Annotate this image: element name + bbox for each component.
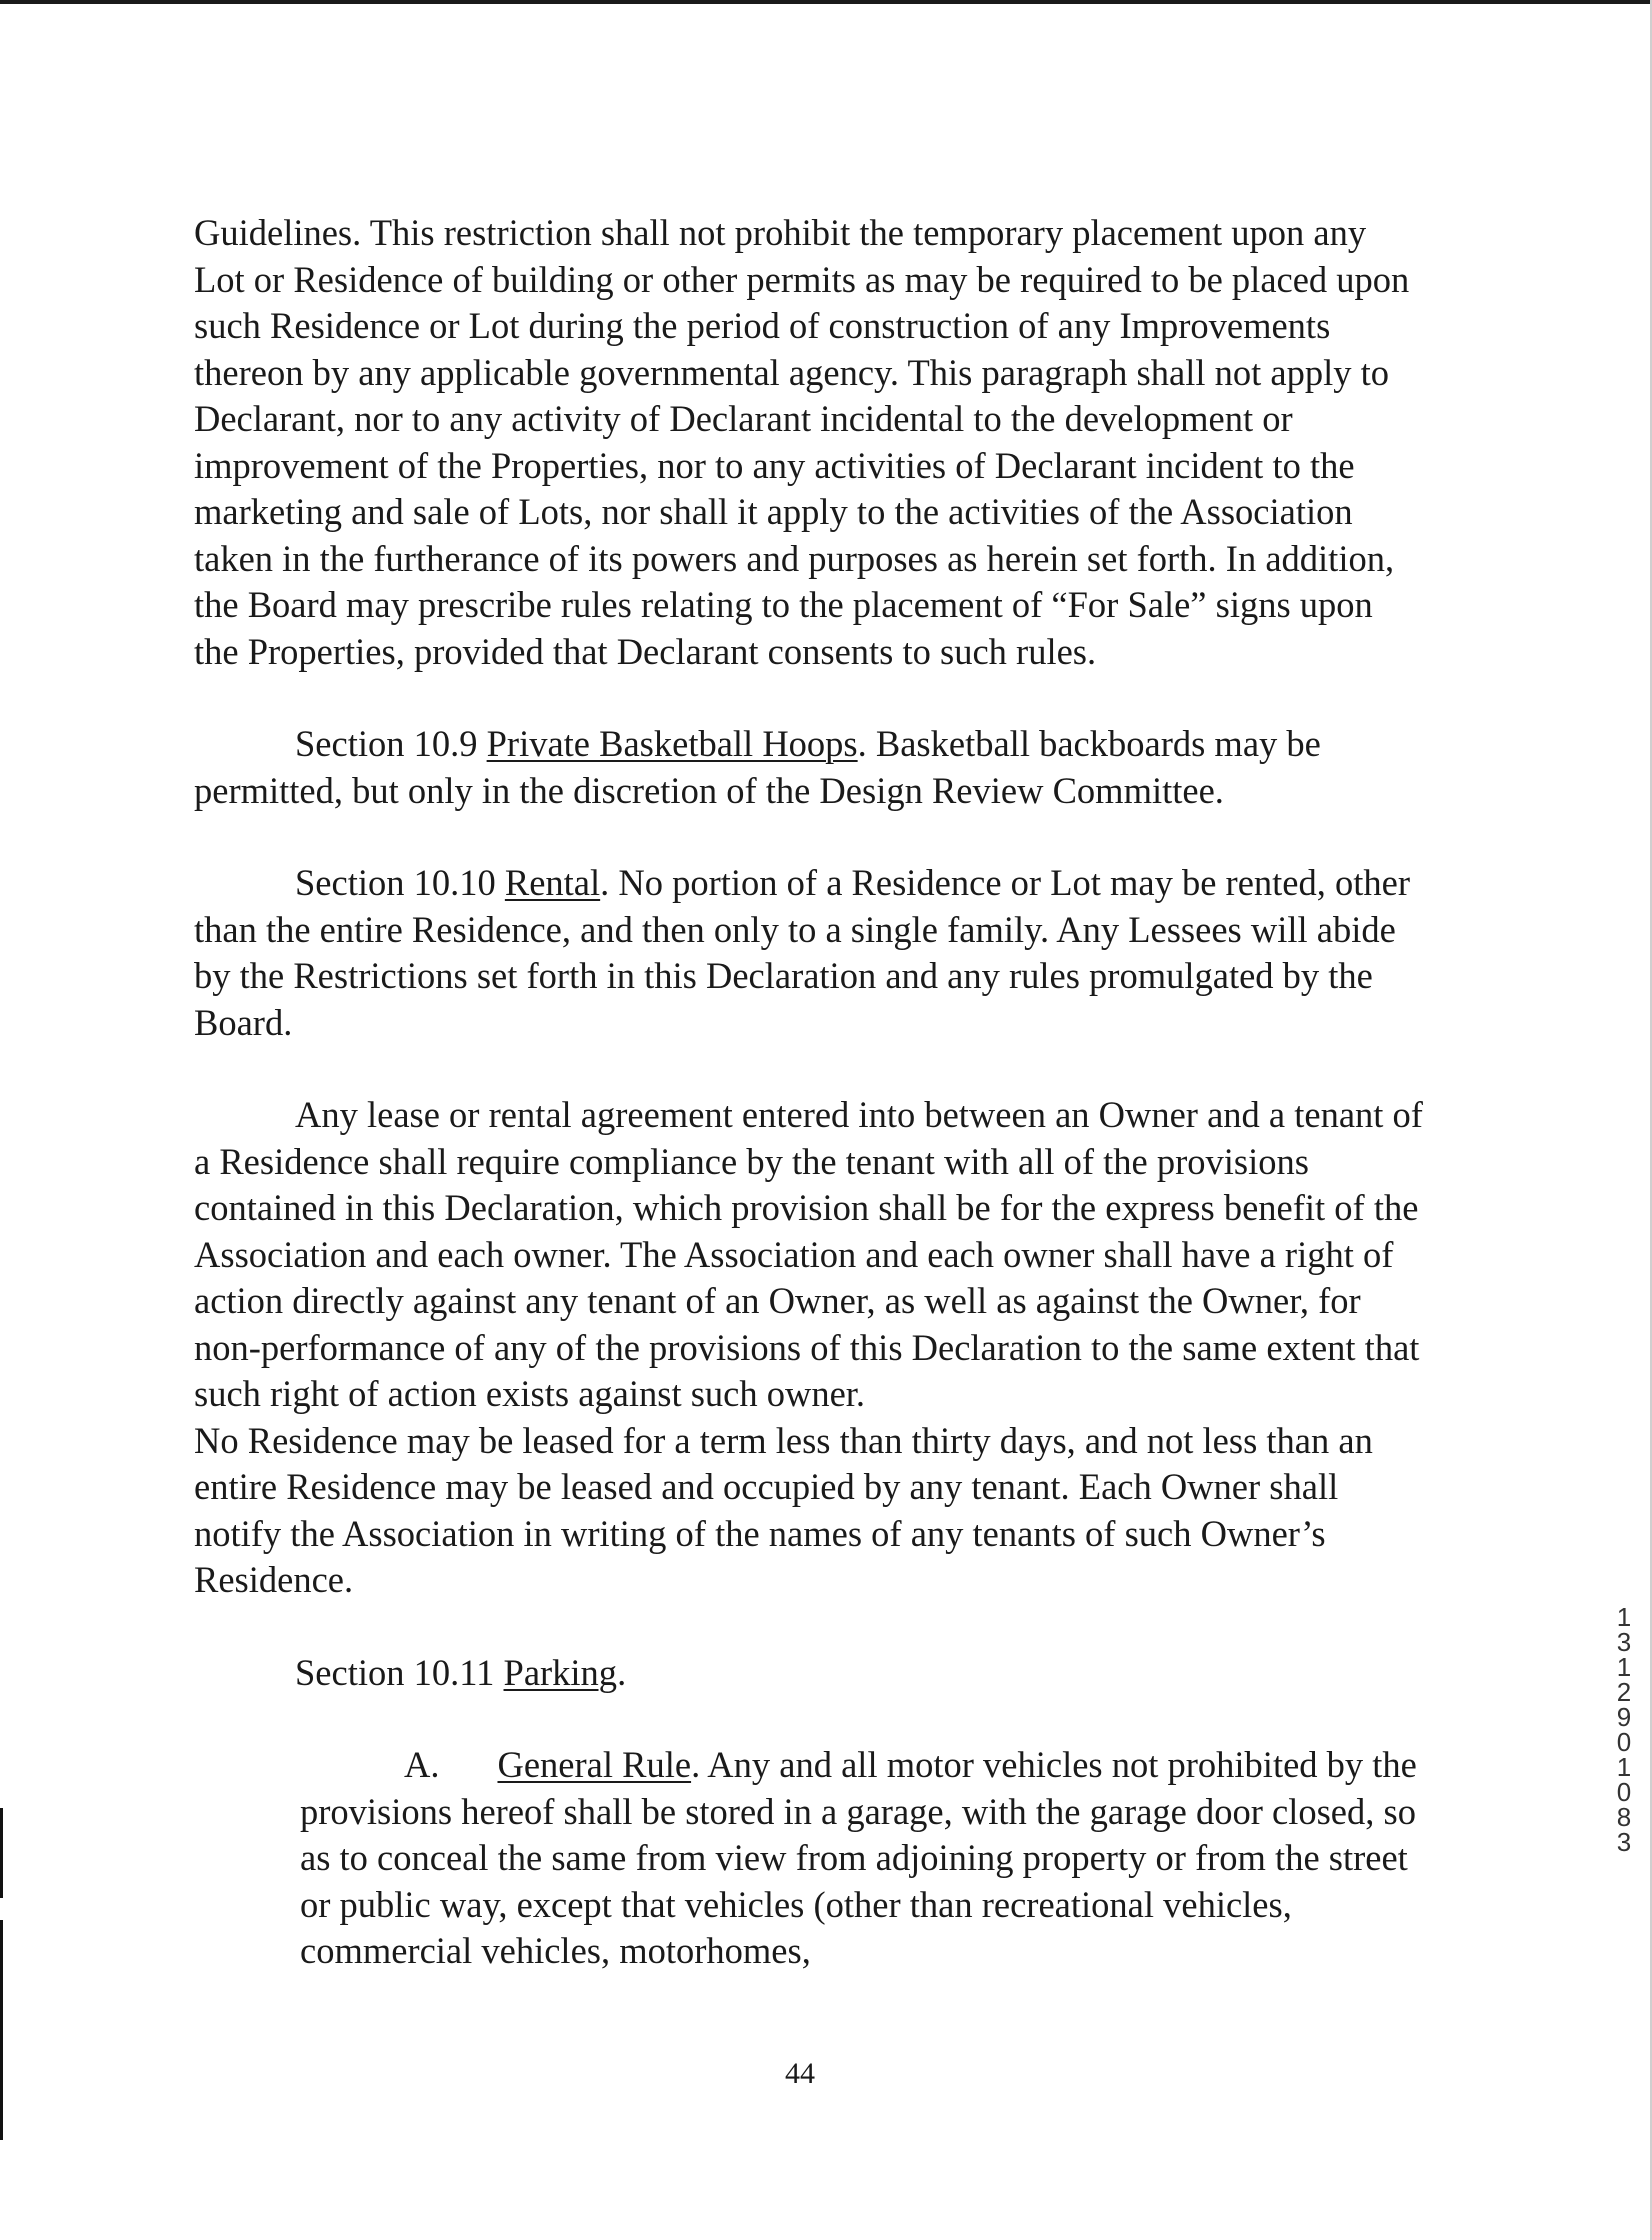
paragraph-lease-agreement: Any lease or rental agreement entered into between an Owner and a tenant of a Residence shall require compliance by the tenant with all of the provisions contained in this Declaration, which provision shall be for the express benefit of the Association and each owner. The Association and each owner shall have a right of action directly against any tenant of an Owner, as well as against the Owner, for non-performance of any of the provisions of this Declaration to the same extent that such right of action exists against such owner. (194, 1094, 1423, 1414)
section-10-10 (194, 860, 1424, 1046)
stamp-digit: 8 (1616, 1802, 1632, 1832)
stamp-digit: 2 (1616, 1677, 1632, 1707)
recording-stamp (1604, 1602, 1644, 1857)
stamp-digit: 1 (1616, 1652, 1632, 1682)
section-text: . No portion of a Residence or Lot may be rented, other than the entire Residence, and then only to a single family. Any Lessees will abide by the Restrictions set forth in this Declaration and any rules promulgated by the Board. (194, 862, 1410, 1043)
section-10-11 (194, 1650, 1424, 1697)
paragraph-lease-term: No Residence may be leased for a term less than thirty days, and not less than an entire Residence may be leased and occupied by any tenant. Each Owner shall notify the Association in writing of the names of any tenants of such Owner’s Residence. (194, 1419, 1373, 1600)
document-body (194, 210, 1424, 1975)
subsection-a (194, 1742, 1424, 1975)
stamp-digit: 9 (1616, 1702, 1632, 1732)
scan-left-mark (0, 1808, 3, 1898)
section-text: . Basketball backboards may be permitted, but only in the discretion of the Design Review Committee. (194, 723, 1321, 811)
stamp-digit: 1 (1616, 1752, 1632, 1782)
section-number: Section 10.9 (295, 723, 487, 764)
section-heading: Parking (503, 1651, 618, 1693)
section-heading: Private Basketball Hoops (486, 723, 858, 764)
scan-left-mark (0, 1920, 3, 2140)
section-10-9 (194, 721, 1424, 814)
section-text: . (617, 1651, 627, 1693)
page-number: 44 (785, 2057, 815, 2090)
stamp-digit: 1 (1616, 1602, 1632, 1632)
section-heading: Rental (504, 862, 601, 903)
stamp-digit: 3 (1616, 1827, 1632, 1857)
subsection-label: A. (404, 1744, 440, 1785)
scan-top-border (0, 0, 1652, 4)
section-number: Section 10.10 (295, 862, 505, 903)
subsection-text: . Any and all motor vehicles not prohibited by the provisions hereof shall be stored in a garage, with the garage door closed, so as to conceal the same from view from adjoining property or from the street or public way, except that vehicles (other than recreational vehicles, commercial vehicles, motorhomes, (300, 1744, 1417, 1971)
stamp-digit: 0 (1616, 1727, 1632, 1757)
subsection-heading: General Rule (497, 1744, 692, 1785)
paragraph-guidelines: Guidelines. This restriction shall not prohibit the temporary placement upon any Lot or Residence of building or other permits as may be required to be placed upon such Residence or Lot during the period of construction of any Improvements thereon by any applicable governmental agency. This paragraph shall not apply to Declarant, nor to any activity of Declarant incidental to the development or improvement of the Properties, nor to any activities of Declarant incident to the marketing and sale of Lots, nor shall it apply to the activities of the Association taken in the furtherance of its powers and purposes as herein set forth. In addition, the Board may prescribe rules relating to the placement of “For Sale” signs upon the Properties, provided that Declarant consents to such rules. (194, 212, 1410, 672)
stamp-digit: 3 (1616, 1627, 1632, 1657)
stamp-digit: 0 (1616, 1777, 1632, 1807)
section-number: Section 10.11 (295, 1651, 504, 1693)
